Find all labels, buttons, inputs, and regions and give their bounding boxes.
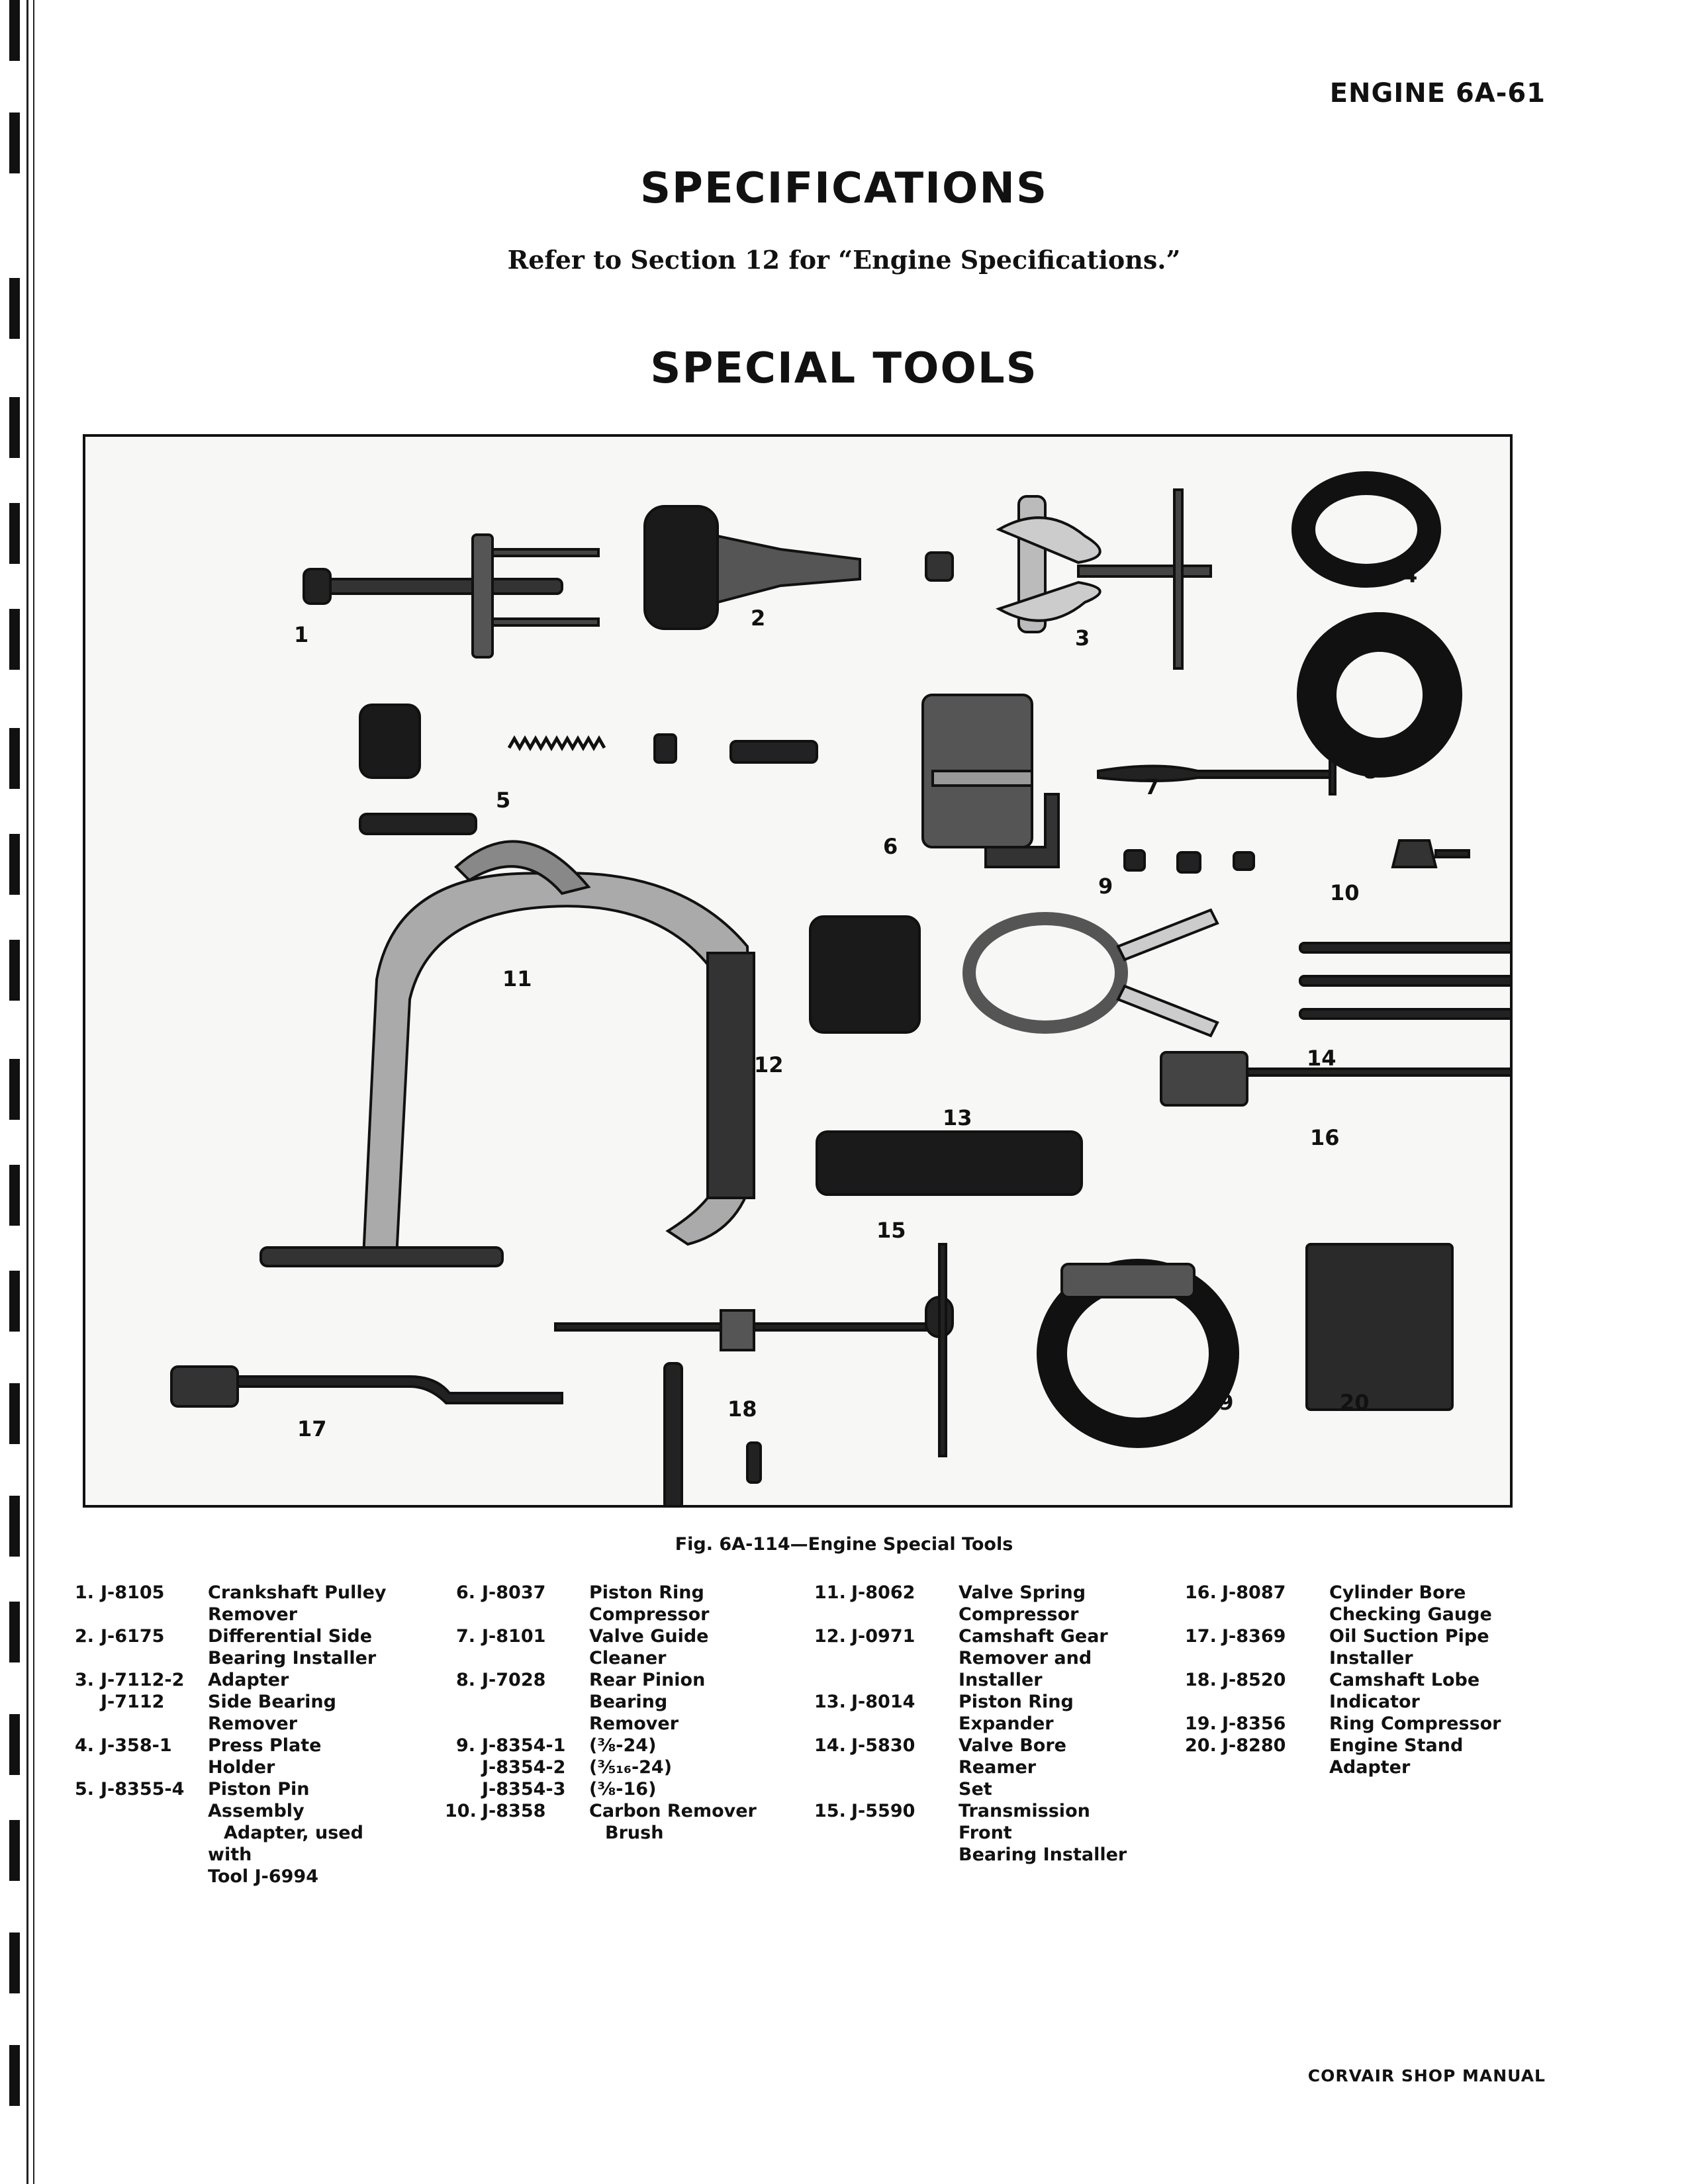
entry-description: Engine Stand Adapter	[1329, 1735, 1464, 1778]
page-label: ENGINE 6A-61	[1329, 78, 1546, 109]
legend-entry	[445, 1756, 774, 1778]
specifications-text: Refer to Section 12 for “Engine Specifications.”	[507, 245, 1181, 275]
entry-description: Valve Spring Compressor	[959, 1582, 1086, 1625]
callout-15: 15	[876, 1218, 906, 1243]
tool-3-side-bearing-remover	[926, 490, 1211, 668]
legend-entry	[1185, 1735, 1515, 1778]
entry-number	[64, 1691, 101, 1735]
entry-number: 20.	[1185, 1735, 1217, 1756]
entry-number: 3.	[74, 1670, 94, 1690]
entry-description: Camshaft Gear Remover and Installer	[959, 1626, 1108, 1690]
callout-10: 10	[1330, 880, 1360, 905]
tool-19-ring-compressor	[1052, 1264, 1224, 1433]
part-number: J-8037	[482, 1582, 546, 1603]
part-number: J-7028	[482, 1670, 546, 1690]
tool-5-piston-pin-adapter	[360, 705, 817, 834]
part-number: J-8280	[1222, 1735, 1286, 1756]
binding-tab	[9, 1383, 20, 1444]
binding-tab	[9, 940, 20, 1001]
tool-18-camshaft-lobe-indicator	[555, 1244, 953, 1505]
callout-18: 18	[727, 1396, 757, 1422]
part-number: J-7112	[101, 1692, 165, 1712]
entry-description: (⅜-16)	[589, 1779, 657, 1799]
legend-entry	[1185, 1582, 1515, 1625]
figure-caption: Fig. 6A-114—Engine Special Tools	[675, 1534, 1013, 1555]
entry-number: 14.	[814, 1735, 846, 1756]
special-tools-heading: SPECIAL TOOLS	[650, 344, 1038, 393]
entry-description: Ring Compressor	[1329, 1713, 1501, 1734]
tool-8-pinion-bearing-remover	[1317, 632, 1442, 758]
binding-tab	[9, 2045, 20, 2106]
binding-tab	[9, 1059, 20, 1120]
binding-tab	[9, 1820, 20, 1881]
legend-entry	[64, 1669, 393, 1691]
tool-12-camshaft-gear-remover	[810, 917, 919, 1032]
part-number: J-8354-2	[482, 1757, 566, 1778]
special-tools-figure	[83, 434, 1513, 1508]
callout-6: 6	[883, 834, 898, 859]
entry-number: 17.	[1185, 1626, 1217, 1647]
part-number: J-8014	[851, 1692, 915, 1712]
entry-number: 8.	[455, 1670, 475, 1690]
entry-number: 16.	[1185, 1582, 1217, 1603]
entry-description: Camshaft Lobe Indicator	[1329, 1670, 1480, 1712]
tool-13-piston-ring-expander	[969, 910, 1217, 1036]
tool-9-adapters	[1125, 850, 1254, 872]
callout-12: 12	[754, 1052, 784, 1077]
part-number: J-7112-2	[101, 1670, 185, 1690]
legend-entry	[814, 1800, 1144, 1866]
binding-tab	[9, 1602, 20, 1662]
binding-tab	[9, 503, 20, 564]
legend-column-1	[64, 1582, 393, 1888]
callout-3: 3	[1075, 625, 1090, 651]
legend-entry	[445, 1778, 774, 1800]
part-number: J-0971	[851, 1626, 915, 1647]
tool-17-oil-suction-pipe-installer	[171, 1367, 562, 1406]
callout-7: 7	[1145, 774, 1160, 799]
entry-description: Piston Ring Expander	[959, 1692, 1074, 1734]
legend-entry	[64, 1582, 393, 1625]
entry-description: Oil Suction Pipe Installer	[1329, 1626, 1489, 1668]
callout-13: 13	[943, 1105, 972, 1130]
tool-10-carbon-remover-brush	[1393, 841, 1469, 867]
tools-illustration	[85, 437, 1510, 1505]
legend-entry	[814, 1691, 1144, 1735]
entry-description: Press Plate Holder	[208, 1735, 322, 1778]
tool-1-crankshaft-pulley-remover	[304, 535, 598, 657]
callout-2: 2	[751, 606, 766, 631]
callout-9: 9	[1098, 874, 1113, 899]
entry-description: Differential Side Bearing Installer	[208, 1626, 377, 1668]
part-number: J-8520	[1222, 1670, 1286, 1690]
callout-11: 11	[502, 966, 532, 991]
binding-line	[33, 0, 34, 2184]
legend-entry	[64, 1625, 393, 1669]
legend-entry	[1185, 1713, 1515, 1735]
binding-tab	[9, 609, 20, 670]
tool-11-valve-spring-compressor	[261, 841, 754, 1266]
entry-description: Crankshaft Pulley Remover	[208, 1582, 387, 1625]
entry-number: 12.	[814, 1626, 846, 1647]
tool-4-press-plate-holder	[1303, 483, 1429, 576]
binding-tab	[9, 1271, 20, 1332]
part-number: J-8354-3	[482, 1779, 566, 1799]
legend-column-2	[445, 1582, 774, 1844]
legend-entry	[1185, 1669, 1515, 1713]
specifications-heading: SPECIFICATIONS	[639, 164, 1049, 213]
entry-number	[445, 1778, 482, 1800]
entry-number: 1.	[74, 1582, 94, 1603]
entry-number: 2.	[74, 1626, 94, 1647]
part-number: J-5830	[851, 1735, 915, 1756]
entry-description: Valve Bore Reamer Set	[959, 1735, 1066, 1799]
part-number: J-8101	[482, 1626, 546, 1647]
binding-tab	[9, 1165, 20, 1226]
legend-entry	[445, 1735, 774, 1756]
callout-17: 17	[297, 1416, 327, 1441]
part-number: J-5590	[851, 1801, 915, 1821]
binding-tab	[9, 834, 20, 895]
legend-entry	[1185, 1625, 1515, 1669]
entry-number: 5.	[74, 1779, 94, 1799]
entry-number: 4.	[74, 1735, 94, 1756]
entry-description: Transmission Front Bearing Installer	[959, 1801, 1127, 1865]
legend-entry	[445, 1800, 774, 1844]
legend-entry	[814, 1735, 1144, 1800]
callout-16: 16	[1310, 1125, 1340, 1150]
entry-description: Piston Pin Assembly Adapter, used with Tool J-6994	[208, 1779, 363, 1887]
callout-4: 4	[1403, 563, 1418, 588]
entry-number: 13.	[814, 1692, 846, 1712]
entry-number: 18.	[1185, 1670, 1217, 1690]
part-number: J-8105	[101, 1582, 165, 1603]
tool-6-piston-ring-compressor	[923, 695, 1058, 867]
part-number: J-6175	[101, 1626, 165, 1647]
entry-number: 19.	[1185, 1713, 1217, 1734]
callout-1: 1	[294, 622, 309, 647]
callout-14: 14	[1307, 1046, 1336, 1071]
entry-description: (⅜-24)	[589, 1735, 657, 1756]
entry-number: 7.	[455, 1626, 475, 1647]
part-number: J-8358	[482, 1801, 546, 1821]
tool-7-valve-guide-cleaner	[1098, 754, 1335, 794]
entry-description: Side Bearing Remover	[208, 1692, 336, 1734]
entry-number: 9.	[455, 1735, 475, 1756]
part-number: J-8087	[1222, 1582, 1286, 1603]
callout-5: 5	[496, 788, 511, 813]
entry-description: Cylinder Bore Checking Gauge	[1329, 1582, 1492, 1625]
legend-entry	[445, 1625, 774, 1669]
tool-15-bearing-installer	[817, 1132, 1082, 1195]
entry-description: Rear Pinion Bearing Remover	[589, 1670, 706, 1734]
entry-description: Adapter	[208, 1670, 289, 1690]
entry-number	[445, 1756, 482, 1778]
part-number: J-8356	[1222, 1713, 1286, 1734]
tool-14-valve-bore-reamer-set	[1300, 943, 1510, 1019]
binding-tab	[9, 0, 20, 61]
entry-description: Piston Ring Compressor	[589, 1582, 710, 1625]
entry-number: 6.	[455, 1582, 475, 1603]
part-number: J-8369	[1222, 1626, 1286, 1647]
binding-tab	[9, 278, 20, 339]
entry-number: 10.	[445, 1801, 477, 1821]
legend-entry	[814, 1625, 1144, 1691]
entry-number: 11.	[814, 1582, 846, 1603]
legend-entry	[64, 1778, 393, 1888]
legend-column-3	[814, 1582, 1144, 1866]
legend-entry	[64, 1735, 393, 1778]
binding-line	[26, 0, 28, 2184]
footer-manual-title: CORVAIR SHOP MANUAL	[1307, 2066, 1546, 2085]
entry-number: 15.	[814, 1801, 846, 1821]
part-number: J-8355-4	[101, 1779, 185, 1799]
part-number: J-8062	[851, 1582, 915, 1603]
legend-entry	[445, 1582, 774, 1625]
part-number: J-8354-1	[482, 1735, 566, 1756]
legend-entry	[814, 1582, 1144, 1625]
callout-8: 8	[1363, 758, 1378, 784]
entry-description: Valve Guide Cleaner	[589, 1626, 709, 1668]
binding-tab	[9, 1714, 20, 1775]
entry-description: (⅗₁₆-24)	[589, 1757, 673, 1778]
binding-tab	[9, 397, 20, 458]
legend-column-4	[1185, 1582, 1515, 1778]
legend-entry	[445, 1669, 774, 1735]
tool-20-engine-stand-adapter	[1307, 1244, 1452, 1410]
binding-tab	[9, 728, 20, 789]
callout-19: 19	[1204, 1390, 1234, 1415]
entry-description: Carbon Remover Brush	[589, 1801, 757, 1843]
part-number: J-358-1	[101, 1735, 172, 1756]
callout-20: 20	[1340, 1390, 1370, 1415]
binding-edge	[0, 0, 53, 2184]
legend-entry	[64, 1691, 393, 1735]
binding-tab	[9, 1933, 20, 1993]
